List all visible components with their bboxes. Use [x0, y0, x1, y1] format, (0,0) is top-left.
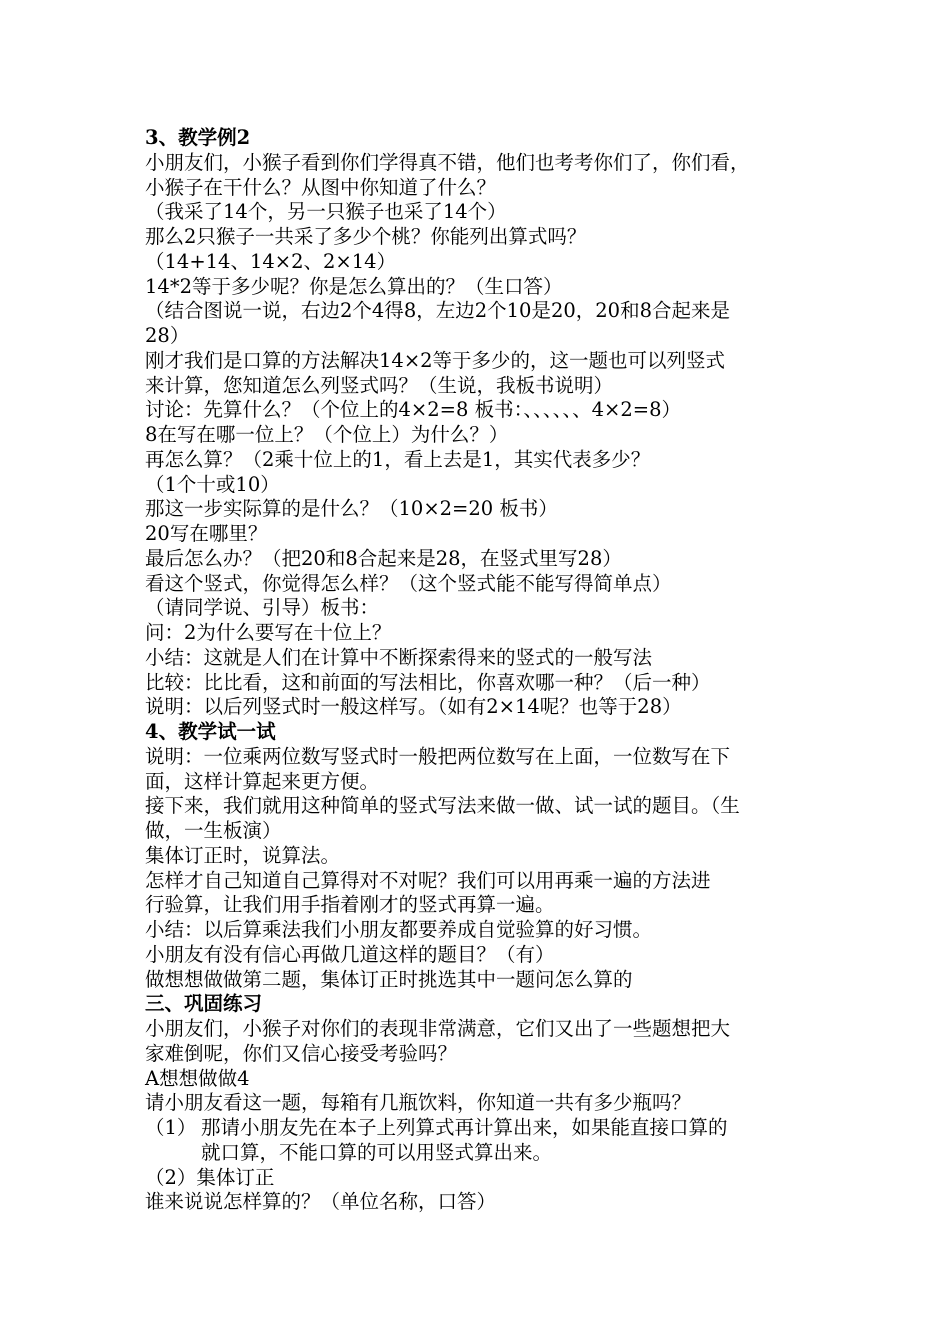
paragraph-line: 小朋友们，小猴子看到你们学得真不错，他们也考考你们了，你们看， [145, 150, 750, 174]
paragraph-line: 小朋友们，小猴子对你们的表现非常满意，它们又出了一些题想把大 [145, 1017, 731, 1040]
paragraph-line: 小结：这就是人们在计算中不断探索得来的竖式的一般写法 [145, 645, 653, 669]
paragraph-line: 20写在哪里？ [145, 522, 268, 545]
paragraph-line: 那么2只猴子一共采了多少个桃？你能列出算式吗？ [145, 225, 587, 248]
paragraph-line: （我采了14个，另一只猴子也采了14个） [145, 200, 507, 224]
paragraph-line: 请小朋友看这一题，每箱有几瓶饮料，你知道一共有多少瓶吗？ [145, 1091, 692, 1115]
paragraph-line: 28） [145, 324, 190, 347]
paragraph-line: 面，这样计算起来更方便。 [145, 769, 380, 793]
paragraph-line: 14*2等于多少呢？你是怎么算出的？（生口答） [145, 274, 563, 298]
paragraph-line: 做想想做做第二题，集体订正时挑选其中一题问怎么算的 [145, 967, 633, 991]
item-text-line: 就口算，不能口算的可以用竖式算出来。 [201, 1140, 553, 1164]
paragraph-line: 接下来，我们就用这种简单的竖式写法来做一做、试一试的题目。（生 [145, 794, 740, 818]
paragraph-line: 讨论：先算什么？（个位上的4×2=8 板书：、、、、、、4×2=8） [145, 398, 681, 422]
numbered-item-2: （2）集体订正 [145, 1165, 275, 1189]
paragraph-line: （1个十或10） [145, 472, 280, 496]
paragraph-line: （14+14、14×2、2×14） [145, 249, 397, 273]
item-text-line: 那请小朋友先在本子上列算式再计算出来，如果能直接口算的 [201, 1116, 728, 1139]
paragraph-line: 8在写在哪一位上？（个位上）为什么？） [145, 423, 509, 446]
paragraph-line: 小朋友有没有信心再做几道这样的题目？（有） [145, 942, 555, 966]
paragraph-line: 做，一生板演） [145, 819, 282, 842]
paragraph-line: 说明：以后列竖式时一般这样写。（如有2×14呢？也等于28） [145, 695, 682, 719]
paragraph-line: 问：2为什么要写在十位上？ [145, 621, 392, 644]
document-page [145, 126, 815, 1215]
paragraph-line: A想想做做4 [145, 1066, 250, 1090]
paragraph-line: 刚才我们是口算的方法解决14×2等于多少的，这一题也可以列竖式 [145, 348, 726, 372]
paragraph-line: 怎样才自己知道自己算得对不对呢？我们可以用再乘一遍的方法进 [145, 868, 711, 892]
paragraph-line: （结合图说一说，右边2个4得8，左边2个10是20，20和8合起来是 [145, 299, 730, 323]
paragraph-line: 比较：比比看，这和前面的写法相比，你喜欢哪一种？（后一种） [145, 670, 711, 694]
paragraph-line: 那这一步实际算的是什么？（10×2=20 板书） [145, 497, 558, 521]
paragraph-line: 集体订正时，说算法。 [145, 843, 341, 867]
numbered-item-1 [145, 1116, 815, 1166]
paragraph-line: 最后怎么办？（把20和8合起来是28，在竖式里写28） [145, 546, 622, 570]
paragraph-line: 再怎么算？（2乘十位上的1，看上去是1，其实代表多少？ [145, 447, 651, 471]
item-text [201, 1116, 815, 1166]
section-heading-practice: 三、巩固练习 [145, 992, 263, 1016]
section-heading-try: 4、教学试一试 [145, 720, 276, 743]
paragraph-line: 行验算，让我们用手指着刚才的竖式再算一遍。 [145, 893, 555, 917]
paragraph-line: 说明：一位乘两位数写竖式时一般把两位数写在上面，一位数写在下 [145, 744, 731, 768]
paragraph-line: 谁来说说怎样算的？（单位名称，口答） [145, 1190, 497, 1214]
paragraph-line: （请同学说、引导）板书： [145, 596, 380, 620]
paragraph-line: 看这个竖式，你觉得怎么样？（这个竖式能不能写得简单点） [145, 571, 672, 595]
paragraph-line: 家难倒呢，你们又信心接受考验吗？ [145, 1041, 458, 1065]
paragraph-line: 来计算，您知道怎么列竖式吗？（生说，我板书说明） [145, 373, 614, 397]
paragraph-line: 小结：以后算乘法我们小朋友都要养成自觉验算的好习惯。 [145, 918, 653, 941]
section-heading-example2: 3、教学例2 [145, 126, 251, 149]
item-number: （1） [145, 1116, 197, 1139]
paragraph-line: 小猴子在干什么？从图中你知道了什么？ [145, 175, 497, 199]
